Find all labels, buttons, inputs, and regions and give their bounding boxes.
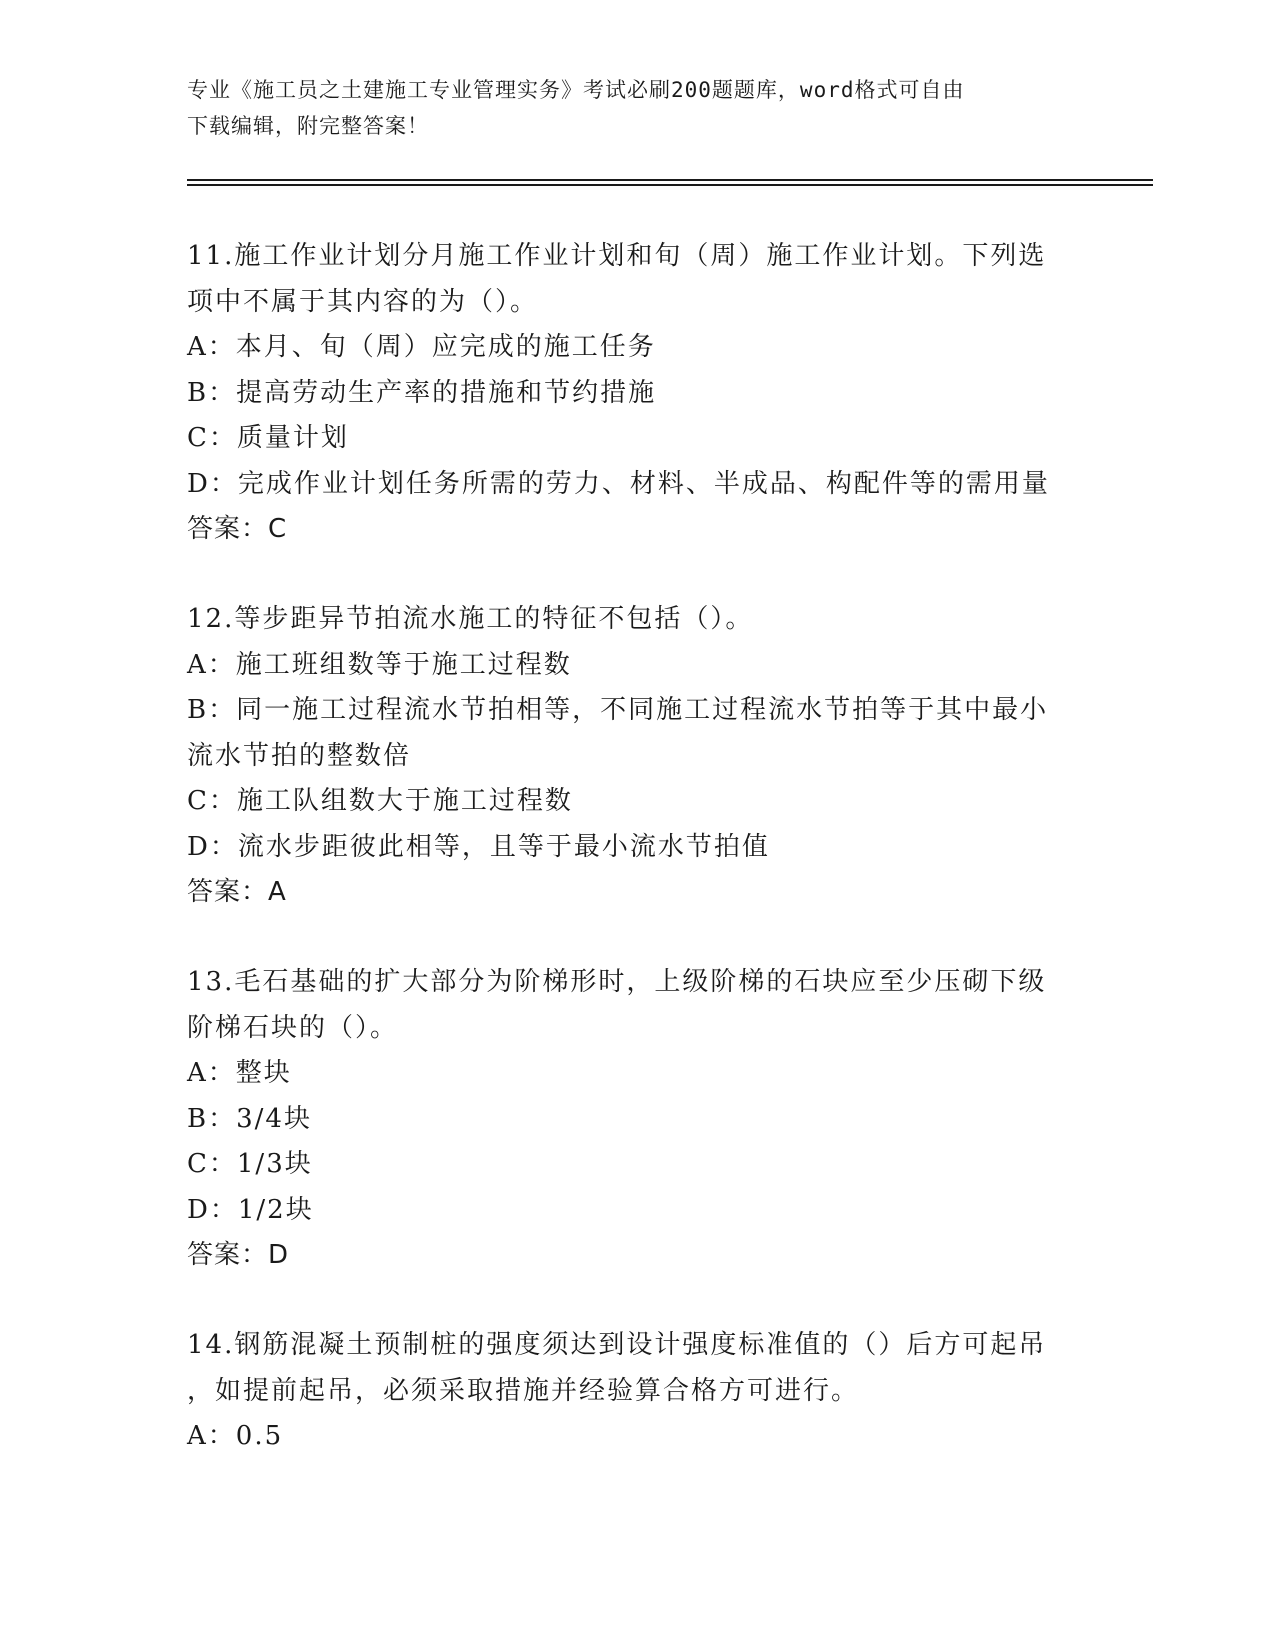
option-b: B：3/4块 bbox=[187, 1103, 312, 1134]
question-stem-line: 13.毛石基础的扩大部分为阶梯形时，上级阶梯的石块应至少压砌下级 bbox=[187, 967, 1047, 997]
option-b: B：同一施工过程流水节拍相等，不同施工过程流水节拍等于其中最小 bbox=[187, 695, 1049, 725]
option-b: B：提高劳动生产率的措施和节约措施 bbox=[187, 377, 657, 408]
answer-line: 答案：A bbox=[187, 877, 287, 907]
answer-line: 答案：C bbox=[187, 514, 288, 544]
answer-line: 答案：D bbox=[187, 1240, 290, 1270]
option-d: D：1/2块 bbox=[187, 1194, 314, 1225]
option-c: C：1/3块 bbox=[187, 1149, 313, 1179]
question-stem-line: 11.施工作业计划分月施工作业计划和旬（周）施工作业计划。下列选 bbox=[187, 241, 1047, 271]
question-stem-line: 阶梯石块的（）。 bbox=[187, 1012, 399, 1043]
option-a: A：施工班组数等于施工过程数 bbox=[187, 649, 572, 680]
option-d: D：流水步距彼此相等，且等于最小流水节拍值 bbox=[187, 831, 770, 862]
question-stem-line: 12.等步距异节拍流水施工的特征不包括（）。 bbox=[187, 604, 754, 634]
question-13 bbox=[187, 960, 1077, 1279]
option-c: C：质量计划 bbox=[187, 423, 349, 453]
header-divider-bottom bbox=[187, 184, 1153, 186]
question-12 bbox=[187, 597, 1077, 916]
option-a: A：0.5 bbox=[187, 1421, 284, 1451]
header-line-2: 下载编辑，附完整答案！ bbox=[187, 114, 429, 138]
header-divider-top bbox=[187, 179, 1153, 181]
document-header bbox=[187, 72, 1067, 144]
option-b-continued: 流水节拍的整数倍 bbox=[187, 740, 412, 771]
question-stem-line: 14.钢筋混凝土预制桩的强度须达到设计强度标准值的（）后方可起吊 bbox=[187, 1330, 1047, 1360]
question-stem-line: 项中不属于其内容的为（）。 bbox=[187, 286, 539, 317]
question-14 bbox=[187, 1323, 1077, 1460]
option-a: A：整块 bbox=[187, 1058, 292, 1088]
option-c: C：施工队组数大于施工过程数 bbox=[187, 786, 573, 816]
question-11 bbox=[187, 234, 1077, 553]
option-a: A：本月、旬（周）应完成的施工任务 bbox=[187, 332, 656, 362]
question-stem-line: ，如提前起吊，必须采取措施并经验算合格方可进行。 bbox=[187, 1375, 860, 1406]
header-line-1: 专业《施工员之土建施工专业管理实务》考试必刷200题题库，word格式可自由 bbox=[187, 78, 965, 102]
option-d: D：完成作业计划任务所需的劳力、材料、半成品、构配件等的需用量 bbox=[187, 468, 1050, 499]
